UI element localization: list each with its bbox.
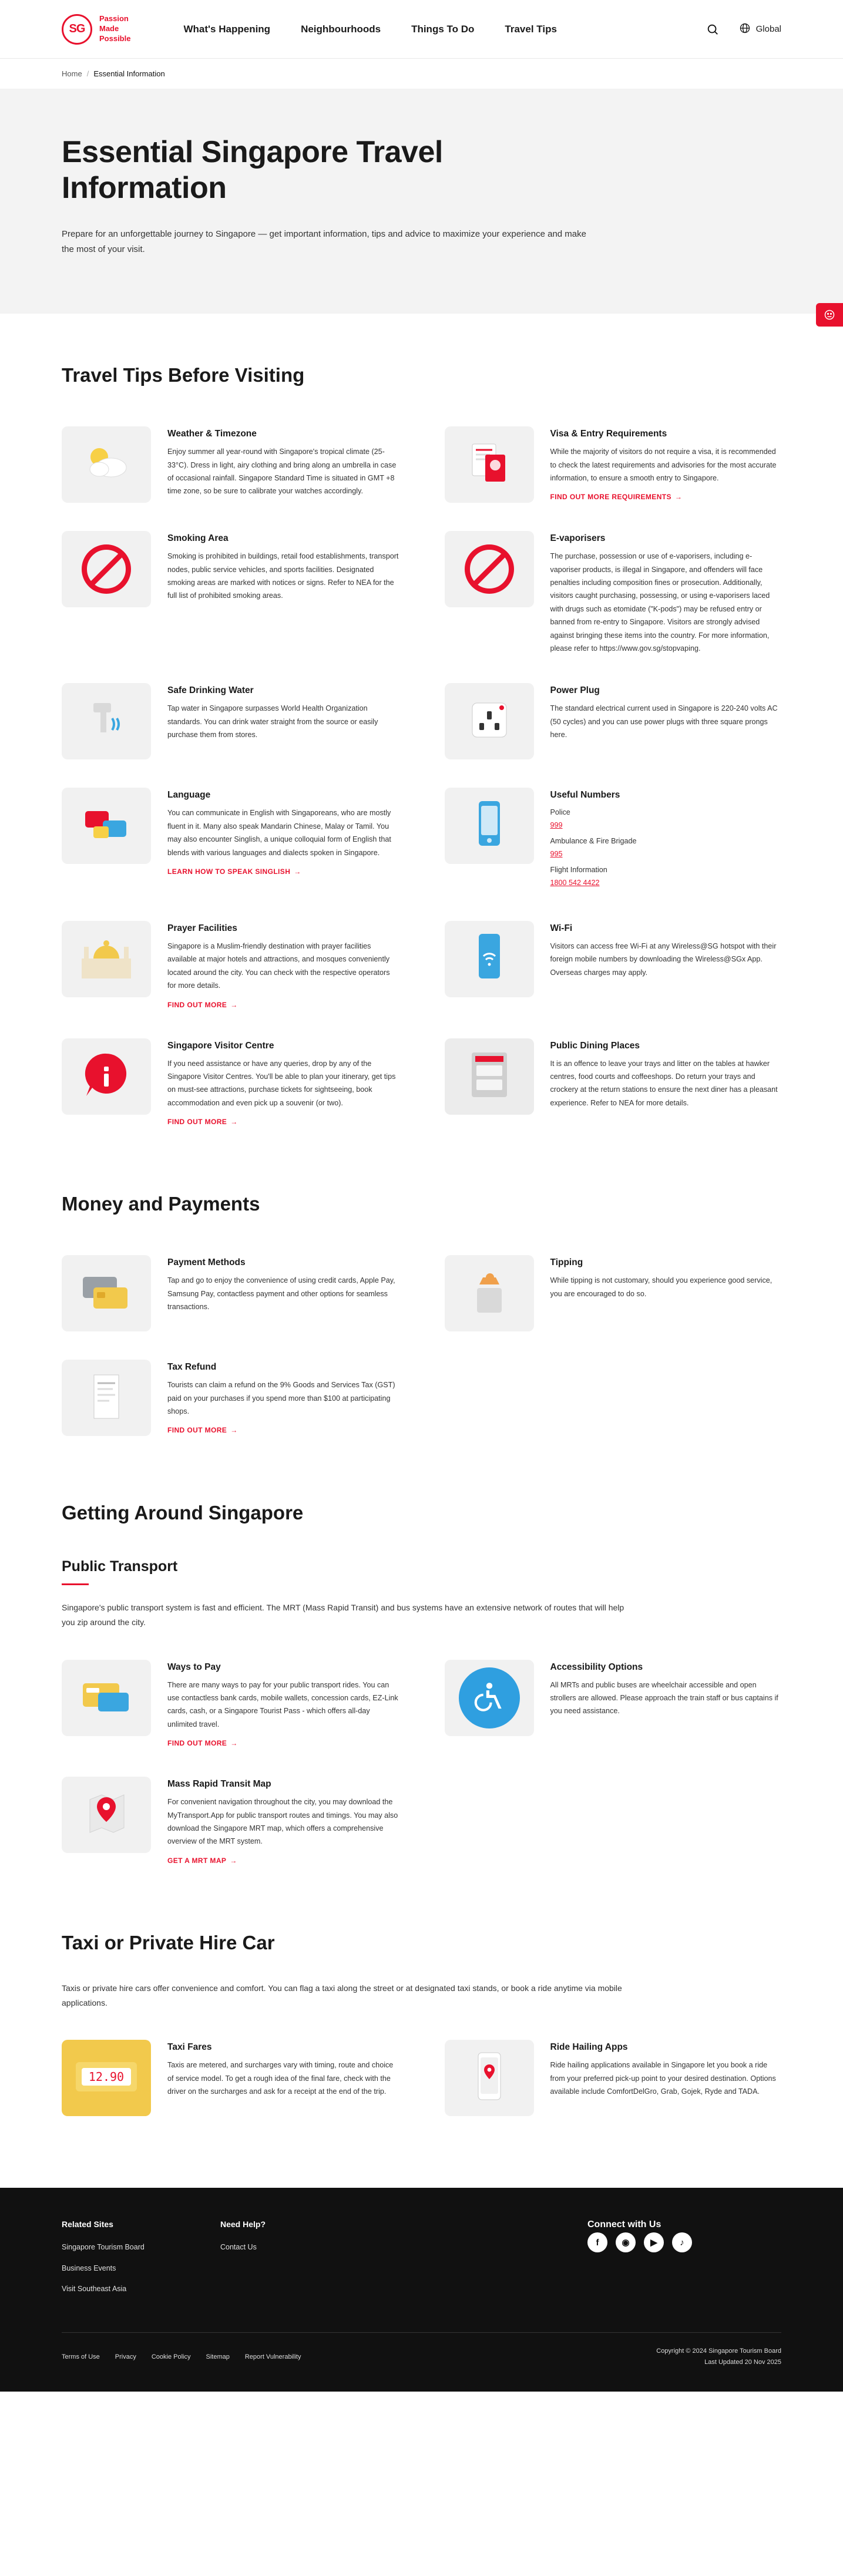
card-title: Taxi Fares xyxy=(167,2042,212,2053)
number-label: Ambulance & Fire Brigade xyxy=(550,837,637,846)
number-label: Police xyxy=(550,808,570,817)
card-cta-label: FIND OUT MORE REQUIREMENTS xyxy=(550,493,671,502)
region-label: Global xyxy=(755,24,781,34)
footer-link-visit-southeast-asia[interactable]: Visit Southeast Asia xyxy=(62,2284,127,2293)
arrow-right-icon: → xyxy=(230,1739,238,1748)
card-text: You can communicate in English with Singaporeans, who are mostly fluent in it. Many also speak Mandarin Chinese, Malay or Tamil. You may also encounter Singlish, a unique colloquial form of English that blends with various languages and dialects spoken in Singapore. xyxy=(167,809,391,857)
card-cta-label: FIND OUT MORE xyxy=(167,1118,227,1126)
taxi-grid xyxy=(62,2027,781,2131)
card-thumbnail xyxy=(62,1255,151,1331)
card-thumbnail xyxy=(62,788,151,864)
card-text: Tap water in Singapore surpasses World Health Organization standards. You can drink water straight from the source or easily purchase them from stores. xyxy=(167,704,378,739)
card-thumbnail xyxy=(62,1038,151,1115)
card-cta-link[interactable] xyxy=(167,1857,237,1865)
breadcrumb xyxy=(0,59,843,89)
footer-column-need-help xyxy=(220,2219,379,2304)
page-description: Prepare for an unforgettable journey to Singapore — get important information, tips and advice to maximize your experience and make the most of your visit. xyxy=(62,228,586,254)
emergency-number-row xyxy=(550,864,637,889)
card-cta-label: LEARN HOW TO SPEAK SINGLISH xyxy=(167,867,291,876)
card-title: Mass Rapid Transit Map xyxy=(167,1779,271,1790)
copyright-text: Copyright © 2024 Singapore Tourism Board xyxy=(656,2348,781,2355)
footer-link-report-vulnerability[interactable]: Report Vulnerability xyxy=(244,2353,301,2360)
card-tipping[interactable] xyxy=(445,1242,782,1347)
breadcrumb-home[interactable]: Home xyxy=(62,69,82,78)
card-thumbnail xyxy=(62,2040,151,2116)
logo-mark-icon: SG xyxy=(62,14,92,45)
money-grid xyxy=(62,1242,781,1451)
globe-icon xyxy=(739,22,751,36)
receipt-icon xyxy=(87,1370,126,1426)
getting-around-heading: Getting Around Singapore xyxy=(62,1502,304,1524)
card-thumbnail xyxy=(445,1660,534,1736)
card-thumbnail xyxy=(445,683,534,759)
card-thumbnail xyxy=(445,921,534,997)
getting-around-section xyxy=(0,1502,843,1881)
arrow-right-icon: → xyxy=(230,1000,238,1009)
instagram-icon[interactable]: ◉ xyxy=(616,2232,636,2252)
card-title: Smoking Area xyxy=(167,533,229,544)
card-cta-label: FIND OUT MORE xyxy=(167,1000,227,1009)
card-accessibility-options[interactable] xyxy=(445,1647,782,1764)
card-text: All MRTs and public buses are wheelchair accessible and open strollers are allowed. Please approach the train staff or bus captains if you need assistance. xyxy=(550,1680,778,1716)
tray-return-icon xyxy=(461,1047,518,1106)
taxi-lead: Taxis or private hire cars offer convenience and comfort. You can flag a taxi along the street or at designated taxi stands, or book a ride anytime via mobile applications. xyxy=(62,1983,622,2007)
arrow-right-icon: → xyxy=(674,493,683,502)
card-thumbnail xyxy=(445,426,534,503)
logo-line-2: Made xyxy=(99,24,119,33)
travel-tips-section xyxy=(0,364,843,1142)
card-title: Wi-Fi xyxy=(550,923,573,933)
nav-item-travel-tips[interactable]: Travel Tips xyxy=(505,23,557,35)
card-title: Payment Methods xyxy=(167,1257,246,1268)
arrow-right-icon: → xyxy=(230,1426,238,1435)
taxi-section xyxy=(0,1932,843,2131)
footer-columns xyxy=(62,2219,781,2304)
card-thumbnail xyxy=(445,1255,534,1331)
transit-card-icon xyxy=(77,1675,136,1720)
social-links xyxy=(587,2232,781,2252)
footer-column-related-sites xyxy=(62,2219,220,2304)
arrow-right-icon: → xyxy=(230,1856,237,1865)
site-header xyxy=(0,0,843,59)
card-text: While the majority of visitors do not require a visa, it is recommended to check the latest requirements and advisories for the most accurate information, to ensure a smooth entry to Singapore. xyxy=(550,448,777,483)
card-title: Safe Drinking Water xyxy=(167,685,254,696)
travel-tips-heading: Travel Tips Before Visiting xyxy=(62,364,305,386)
logo-text xyxy=(99,14,130,44)
footer-bottom-bar xyxy=(62,2332,781,2368)
footer-column-heading: Need Help? xyxy=(220,2219,266,2229)
card-thumbnail xyxy=(62,1777,151,1853)
card-visa-entry-requirements[interactable] xyxy=(445,413,782,518)
card-text: There are many ways to pay for your public transport rides. You can use contactless bank cards, mobile wallets, concession cards, EZ-Link cards, cash, or a Singapore Tourist Pass - which offers all-day unlimited travel. xyxy=(167,1680,398,1728)
logo-line-3: Possible xyxy=(99,33,131,43)
youtube-icon[interactable]: ▶ xyxy=(644,2232,664,2252)
speech-bubbles-icon xyxy=(79,803,133,849)
card-title: Accessibility Options xyxy=(550,1662,643,1672)
card-text: For convenient navigation throughout the city, you may download the MyTransport.App for public transport routes and timings. You may also download the Singapore MRT map, which offers a comprehensive overview of the MRT system. xyxy=(167,1798,398,1846)
travel-tips-grid xyxy=(62,413,781,1142)
card-text: Enjoy summer all year-round with Singapore's tropical climate (25-33°C). Dress in light, airy clothing and bring along an umbrella in case of occasional rainfall. Singapore Standard Time is situated in GMT +8 time zone, so be sure to calibrate your watches accordingly. xyxy=(167,448,397,496)
footer-link-contact-us[interactable]: Contact Us xyxy=(220,2243,257,2252)
card-title: Useful Numbers xyxy=(550,790,620,801)
search-icon[interactable] xyxy=(706,23,719,36)
card-ride-hailing-apps[interactable] xyxy=(445,2027,782,2131)
card-title: Power Plug xyxy=(550,685,600,696)
card-thumbnail xyxy=(62,1660,151,1736)
number-label: Flight Information xyxy=(550,866,607,875)
nav-item-whats-happening[interactable]: What's Happening xyxy=(183,23,271,35)
nav-item-things-to-do[interactable]: Things To Do xyxy=(411,23,475,35)
site-logo[interactable] xyxy=(62,14,130,45)
card-cta-link[interactable] xyxy=(167,1426,238,1434)
card-taxi-fares[interactable] xyxy=(62,2027,399,2131)
no-smoking-icon xyxy=(82,544,131,594)
card-cta-label: FIND OUT MORE xyxy=(167,1426,227,1435)
wifi-phone-icon xyxy=(473,930,506,987)
footer-social-heading: Connect with Us xyxy=(587,2219,661,2230)
card-text: Tourists can claim a refund on the 9% Goods and Services Tax (GST) paid on your purchases if you spend more than $100 at participating shops. xyxy=(167,1381,395,1415)
logo-line-1: Passion xyxy=(99,14,129,23)
card-thumbnail xyxy=(62,426,151,503)
card-thumbnail xyxy=(62,531,151,607)
wheelchair-icon xyxy=(459,1667,520,1728)
region-selector[interactable] xyxy=(739,22,781,36)
tap-water-icon xyxy=(83,695,130,748)
card-thumbnail xyxy=(62,1360,151,1436)
card-cta-link[interactable] xyxy=(167,1118,238,1126)
arrow-right-icon: → xyxy=(230,1118,238,1126)
tipping-hand-icon xyxy=(464,1267,515,1320)
card-singapore-visitor-centre[interactable] xyxy=(62,1025,399,1143)
main-nav xyxy=(183,23,556,35)
card-useful-numbers[interactable] xyxy=(445,775,782,907)
page-title: Essential Singapore Travel Information xyxy=(62,135,443,206)
number-value[interactable]: 995 xyxy=(550,849,563,858)
card-text: Tap and go to enjoy the convenience of using credit cards, Apple Pay, Samsung Pay, contactless payment and other options for seamless transactions. xyxy=(167,1276,395,1311)
money-heading: Money and Payments xyxy=(62,1193,260,1215)
footer-column-heading: Related Sites xyxy=(62,2219,113,2229)
card-prayer-facilities[interactable] xyxy=(62,908,399,1025)
sun-cloud-icon xyxy=(79,442,133,488)
card-title: Language xyxy=(167,790,211,801)
card-thumbnail xyxy=(445,788,534,864)
power-socket-icon xyxy=(465,696,513,747)
card-thumbnail xyxy=(445,2040,534,2116)
number-value[interactable]: 1800 542 4422 xyxy=(550,878,600,887)
emergency-number-row xyxy=(550,806,637,832)
card-text: Taxis are metered, and surcharges vary with timing, route and choice of service model. To get a rough idea of the final fare, check with the driver on the surcharges and ask for a receipt at the end of the trip. xyxy=(167,2061,394,2096)
card-cta-label: GET A MRT MAP xyxy=(167,1856,227,1865)
nav-item-neighbourhoods[interactable]: Neighbourhoods xyxy=(301,23,381,35)
card-text: The purchase, possession or use of e-vaporisers, including e-vaporiser products, is illegal in Singapore, and offenders will face penalties including composition fines or prosecution. Additionally, visitors caught purchasing, possessing, or using e-vaporisers laced with drugs such as etomidate ("K-pods") may be refused entry or banned from re-entry to Singapore. Visitors are strongly advised against bringing these items into the country. For more information, please refer to https://www.gov.sg/stopvaping. xyxy=(550,552,770,653)
card-language[interactable] xyxy=(62,775,399,907)
tiktok-icon[interactable]: ♪ xyxy=(672,2232,692,2252)
number-value[interactable]: 999 xyxy=(550,820,563,829)
facebook-icon[interactable]: f xyxy=(587,2232,607,2252)
card-title: Public Dining Places xyxy=(550,1040,640,1051)
card-thumbnail xyxy=(62,683,151,759)
card-cta-link[interactable] xyxy=(167,1001,238,1009)
public-transport-subheading: Public Transport xyxy=(62,1558,178,1575)
map-pin-icon xyxy=(79,1787,133,1844)
card-title: Singapore Visitor Centre xyxy=(167,1040,274,1051)
mobile-phone-icon xyxy=(473,798,506,855)
ride-hailing-phone-icon xyxy=(472,2049,506,2107)
card-title: Ride Hailing Apps xyxy=(550,2042,628,2053)
card-cta-link[interactable] xyxy=(167,1739,238,1747)
card-thumbnail xyxy=(445,531,534,607)
footer-social-column xyxy=(587,2219,781,2304)
footer-link-singapore-tourism-board[interactable]: Singapore Tourism Board xyxy=(62,2243,145,2252)
taxi-meter-icon xyxy=(72,2055,140,2101)
card-cta-label: FIND OUT MORE xyxy=(167,1739,227,1748)
card-thumbnail xyxy=(445,1038,534,1115)
footer-copyright-block xyxy=(656,2346,781,2368)
card-title: Prayer Facilities xyxy=(167,923,237,933)
footer-legal-links xyxy=(62,2353,301,2360)
getting-around-grid xyxy=(62,1647,781,1881)
passport-document-icon xyxy=(464,438,515,492)
last-updated-text: Last Updated 20 Nov 2025 xyxy=(704,2358,781,2366)
card-smoking-area[interactable] xyxy=(62,518,399,670)
section-rule xyxy=(62,1583,89,1585)
card-tax-refund[interactable] xyxy=(62,1347,399,1451)
money-payments-section xyxy=(0,1193,843,1451)
card-title: Ways to Pay xyxy=(167,1662,221,1672)
card-text: Singapore is a Muslim-friendly destination with prayer facilities available at major hotels and attractions, and mosques conveniently located around the city. You can check with the respective operators for more details. xyxy=(167,941,390,990)
hero-banner xyxy=(0,89,843,314)
card-text: While tipping is not customary, should you experience good service, you are encouraged to do so. xyxy=(550,1276,773,1298)
card-cta-link[interactable] xyxy=(550,493,683,501)
public-transport-lead: Singapore's public transport system is fast and efficient. The MRT (Mass Rapid Transit) and bus systems have an extensive network of routes that will help you zip around the city. xyxy=(62,1603,624,1627)
card-weather-timezone[interactable] xyxy=(62,413,399,518)
card-title: Tax Refund xyxy=(167,1362,217,1373)
card-cta-link[interactable] xyxy=(167,867,301,876)
svg-text:12.90: 12.90 xyxy=(88,2069,125,2084)
card-text: The standard electrical current used in Singapore is 220-240 volts AC (50 cycles) and you can use power plugs with three square prongs here. xyxy=(550,704,778,739)
information-icon xyxy=(80,1049,132,1104)
taxi-heading: Taxi or Private Hire Car xyxy=(62,1931,275,1953)
header-utilities xyxy=(706,22,781,36)
credit-card-icon xyxy=(77,1270,136,1317)
card-text: If you need assistance or have any queries, drop by any of the Singapore Visitor Centres. You'll be able to plan your itinerary, get tips on must-see attractions, purchase tickets for sightseeing, book accommodation and even pick up a souvenir (or two). xyxy=(167,1059,396,1107)
footer-link-business-events[interactable]: Business Events xyxy=(62,2264,116,2272)
site-footer xyxy=(0,2188,843,2392)
footer-link-privacy[interactable]: Privacy xyxy=(115,2353,136,2360)
card-ways-to-pay[interactable] xyxy=(62,1647,399,1764)
mosque-icon xyxy=(76,933,137,985)
card-title: Weather & Timezone xyxy=(167,429,257,439)
card-title: Visa & Entry Requirements xyxy=(550,429,667,439)
card-text: It is an offence to leave your trays and litter on the tables at hawker centres, food courts and coffeeshops. Do return your trays and crockery at the return stations to ensure the next diner has a pleasant experience. Refer to NEA for more details. xyxy=(550,1059,778,1107)
breadcrumb-separator: / xyxy=(86,69,89,78)
card-title: Tipping xyxy=(550,1257,583,1268)
footer-link-cookie-policy[interactable]: Cookie Policy xyxy=(151,2353,191,2360)
card-title: E-vaporisers xyxy=(550,533,606,544)
feedback-smiley-icon[interactable] xyxy=(816,303,843,327)
card-safe-drinking-water[interactable] xyxy=(62,670,399,775)
card-thumbnail xyxy=(62,921,151,997)
card-text: Visitors can access free Wi-Fi at any Wireless@SG hotspot with their foreign mobile numbers by downloading the Wireless@SGx App. Overseas charges may apply. xyxy=(550,941,777,977)
footer-link-sitemap[interactable]: Sitemap xyxy=(206,2353,230,2360)
card-payment-methods[interactable] xyxy=(62,1242,399,1347)
arrow-right-icon: → xyxy=(294,867,301,876)
footer-link-terms-of-use[interactable]: Terms of Use xyxy=(62,2353,100,2360)
card-text: Smoking is prohibited in buildings, retail food establishments, transport nodes, public service vehicles, and sports facilities. Designated smoking areas are marked with notices or signs. Refer to NEA for the full list of prohibited smoking areas. xyxy=(167,552,399,600)
card-power-plug[interactable] xyxy=(445,670,782,775)
card-e-vaporisers[interactable] xyxy=(445,518,782,670)
card-text: Ride hailing applications available in Singapore let you book a ride from your preferred pick-up point to your desired destination. Options available include ComfortDelGro, Grab, Gojek, Ryde and TADA. xyxy=(550,2061,776,2096)
card-wifi[interactable] xyxy=(445,908,782,1025)
emergency-number-row xyxy=(550,835,637,860)
card-public-dining-places[interactable] xyxy=(445,1025,782,1143)
breadcrumb-current: Essential Information xyxy=(93,69,165,78)
no-vaping-icon xyxy=(465,544,514,594)
card-mass-rapid-transit-map[interactable] xyxy=(62,1764,399,1881)
